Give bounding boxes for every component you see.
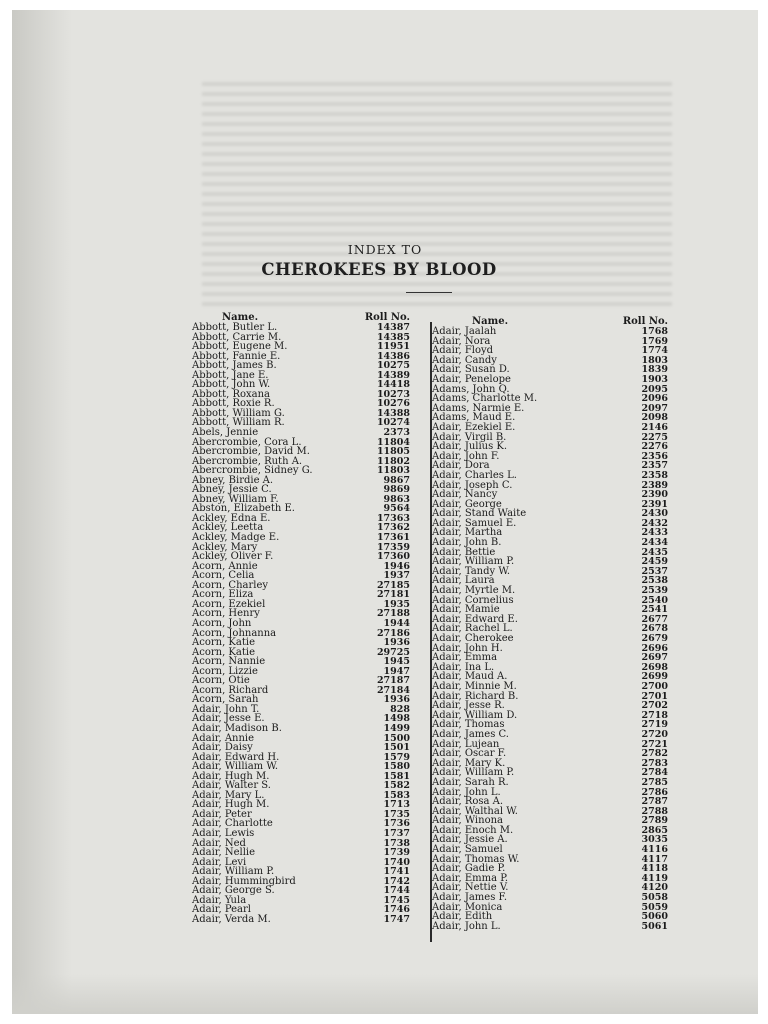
entry-name: Adair, Jesse E. bbox=[192, 713, 265, 725]
entry-roll-number: 2678 bbox=[641, 623, 668, 635]
entry-roll-number: 1713 bbox=[383, 799, 410, 811]
entry-roll-number: 2721 bbox=[641, 738, 668, 750]
right-column bbox=[432, 316, 668, 931]
entry-roll-number: 2784 bbox=[641, 767, 668, 779]
entry-name: Adair, Sarah R. bbox=[432, 776, 509, 788]
entry-roll-number: 1744 bbox=[383, 885, 410, 897]
entry-name: Adair, Annie bbox=[192, 732, 255, 744]
entry-name: Adair, Edith bbox=[432, 911, 493, 923]
entry-name: Adair, Oscar F. bbox=[432, 748, 507, 760]
entry-roll-number: 1740 bbox=[383, 856, 410, 868]
entry-roll-number: 1936 bbox=[383, 637, 410, 649]
entry-roll-number: 2699 bbox=[641, 671, 668, 683]
entry-name: Abbott, John W. bbox=[192, 379, 271, 391]
entry-name: Abbott, Jane E. bbox=[192, 369, 269, 381]
entry-name: Abney, Birdie A. bbox=[192, 474, 274, 486]
document-page bbox=[12, 10, 758, 1014]
entry-roll-number: 2697 bbox=[641, 652, 668, 664]
entry-roll-number: 2696 bbox=[641, 642, 668, 654]
entry-roll-number: 10275 bbox=[376, 360, 410, 372]
entry-roll-number: 1499 bbox=[383, 722, 410, 734]
entry-name: Adair, Emma P. bbox=[432, 872, 509, 884]
entry-name: Adair, Ned bbox=[192, 837, 246, 849]
entry-name: Adair, George bbox=[432, 498, 502, 510]
entry-roll-number: 14386 bbox=[376, 350, 410, 362]
entry-roll-number: 828 bbox=[390, 703, 410, 715]
entry-name: Ackley, Mary bbox=[192, 541, 258, 553]
entry-roll-number: 2719 bbox=[641, 719, 668, 731]
entry-name: Adair, Laura bbox=[432, 575, 495, 587]
entry-roll-number: 2459 bbox=[641, 556, 668, 568]
entry-roll-number: 2718 bbox=[641, 709, 668, 721]
entry-name: Ackley, Leetta bbox=[192, 522, 264, 534]
entry-roll-number: 4117 bbox=[641, 853, 668, 865]
entry-roll-number: 9564 bbox=[383, 503, 410, 515]
entry-roll-number: 2098 bbox=[641, 412, 668, 424]
entry-name: Adair, Samuel bbox=[432, 844, 503, 856]
entry-name: Adair, William P. bbox=[432, 556, 515, 568]
entry-name: Adair, John F. bbox=[432, 450, 500, 462]
entry-roll-number: 1944 bbox=[383, 617, 410, 629]
entry-name: Adair, Nellie bbox=[192, 847, 256, 859]
entry-name: Adair, Nettie V. bbox=[432, 882, 509, 894]
entry-name: Adair, Floyd bbox=[432, 345, 494, 357]
entry-roll-number: 29725 bbox=[376, 646, 410, 658]
entry-roll-number: 5060 bbox=[641, 911, 668, 923]
entry-roll-number: 2390 bbox=[641, 489, 668, 501]
entry-roll-number: 2789 bbox=[641, 815, 668, 827]
entry-roll-number: 4120 bbox=[641, 882, 668, 894]
entry-roll-number: 1737 bbox=[383, 827, 410, 839]
entry-name: Acorn, Charley bbox=[192, 579, 269, 591]
entry-roll-number: 2783 bbox=[641, 757, 668, 769]
entry-roll-number: 2537 bbox=[641, 565, 668, 577]
entry-roll-number: 2146 bbox=[641, 421, 668, 433]
entry-roll-number: 27184 bbox=[376, 684, 410, 696]
entry-name: Adair, Jesse R. bbox=[432, 700, 505, 712]
entry-roll-number: 2700 bbox=[641, 680, 668, 692]
entry-roll-number: 27185 bbox=[376, 579, 410, 591]
entry-name: Adair, Gadie P. bbox=[432, 863, 506, 875]
entry-name: Adair, John T. bbox=[192, 703, 260, 715]
entry-roll-number: 1937 bbox=[383, 570, 410, 582]
entry-roll-number: 1736 bbox=[383, 818, 410, 830]
entry-roll-number: 27186 bbox=[376, 627, 410, 639]
entry-roll-number: 2698 bbox=[641, 661, 668, 673]
entry-roll-number: 2785 bbox=[641, 776, 668, 788]
entry-name: Adair, Lewis bbox=[192, 827, 255, 839]
entry-name: Adair, John L. bbox=[432, 920, 501, 932]
entry-name: Adair, Enoch M. bbox=[432, 824, 514, 836]
entry-name: Adair, Hummingbird bbox=[192, 875, 296, 887]
entry-roll-number: 1936 bbox=[383, 694, 410, 706]
entry-name: Adair, Samuel E. bbox=[432, 517, 517, 529]
entry-name: Adair, Nora bbox=[432, 335, 491, 347]
entry-name: Abbott, Fannie E. bbox=[192, 350, 281, 362]
entry-roll-number: 2433 bbox=[641, 527, 668, 539]
entry-roll-number: 1742 bbox=[383, 875, 410, 887]
entry-name: Adair, Virgil B. bbox=[432, 431, 507, 443]
entry-name: Adair, Thomas bbox=[432, 719, 505, 731]
entry-roll-number: 1581 bbox=[383, 770, 410, 782]
entry-roll-number: 3035 bbox=[641, 834, 668, 846]
entry-roll-number: 1738 bbox=[383, 837, 410, 849]
entry-roll-number: 1947 bbox=[383, 665, 410, 677]
entry-name: Acorn, Otie bbox=[192, 675, 250, 687]
right-entries bbox=[432, 327, 668, 931]
entry-name: Adair, Ezekiel E. bbox=[432, 421, 516, 433]
entry-name: Adair, William W. bbox=[192, 761, 279, 773]
entry-name: Adair, Hugh M. bbox=[192, 799, 270, 811]
entry-name: Adair, Verda M. bbox=[192, 913, 271, 925]
entry-roll-number: 1903 bbox=[641, 373, 668, 385]
entry-name: Adair, Richard B. bbox=[432, 690, 519, 702]
entry-roll-number: 17361 bbox=[376, 532, 410, 544]
entry-roll-number: 1741 bbox=[383, 866, 410, 878]
entry-name: Acorn, Nannie bbox=[192, 656, 266, 668]
page-bottom-shadow bbox=[12, 974, 758, 1014]
entry-roll-number: 1946 bbox=[383, 560, 410, 572]
entry-name: Adair, William P. bbox=[432, 767, 515, 779]
entry-name: Adair, Stand Waite bbox=[432, 508, 527, 520]
page-edge-shadow bbox=[12, 10, 72, 1014]
entry-name: Adair, Jaalah bbox=[432, 326, 497, 337]
entry-name: Adair, Walter S. bbox=[192, 780, 271, 792]
entry-name: Adair, Nancy bbox=[432, 489, 498, 501]
entry-roll-number: 1774 bbox=[641, 345, 668, 357]
roll-header: Roll No. bbox=[364, 312, 410, 323]
roll-header: Roll No. bbox=[622, 316, 668, 327]
entry-roll-number: 4119 bbox=[641, 872, 668, 884]
entry-name: Abbott, Butler L. bbox=[192, 322, 278, 333]
entry-name: Acorn, Sarah bbox=[192, 694, 259, 706]
entry-roll-number: 2276 bbox=[641, 441, 668, 453]
entry-name: Adair, Susan D. bbox=[432, 364, 510, 376]
entry-name: Adair, Mary L. bbox=[192, 789, 265, 801]
entry-name: Abney, William F. bbox=[192, 493, 279, 505]
entry-name: Abercrombie, Cora L. bbox=[192, 436, 302, 448]
entry-name: Adair, Levi bbox=[192, 856, 247, 868]
entry-roll-number: 2679 bbox=[641, 633, 668, 644]
entry-roll-number: 2865 bbox=[641, 824, 668, 836]
entry-name: Adair, Rosa A. bbox=[432, 796, 504, 808]
entry-roll-number: 1839 bbox=[641, 364, 668, 376]
entry-name: Adams, Maud E. bbox=[432, 412, 516, 424]
entry-roll-number: 2357 bbox=[641, 460, 668, 472]
entry-name: Adair, Tandy W. bbox=[432, 565, 511, 577]
entry-name: Acorn, Katie bbox=[192, 637, 255, 649]
index-entry bbox=[192, 915, 410, 925]
entry-roll-number: 14388 bbox=[376, 407, 410, 419]
entry-roll-number: 1747 bbox=[383, 913, 410, 925]
entry-roll-number: 1501 bbox=[383, 742, 410, 754]
entry-roll-number: 14418 bbox=[376, 379, 410, 391]
entry-roll-number: 27188 bbox=[376, 608, 410, 620]
entry-name: Adair, Madison B. bbox=[192, 722, 282, 734]
entry-name: Acorn, Katie bbox=[192, 646, 255, 658]
entry-roll-number: 2787 bbox=[641, 796, 668, 808]
entry-name: Abercrombie, Ruth A. bbox=[192, 455, 303, 467]
entry-name: Adair, Thomas W. bbox=[432, 853, 520, 865]
entry-name: Acorn, Celia bbox=[192, 570, 255, 582]
entry-roll-number: 1935 bbox=[383, 598, 410, 610]
entry-roll-number: 27187 bbox=[376, 675, 410, 687]
entry-roll-number: 2677 bbox=[641, 613, 668, 625]
entry-name: Adair, Lujean bbox=[432, 738, 500, 750]
entry-roll-number: 2430 bbox=[641, 508, 668, 520]
entry-name: Adair, Hugh M. bbox=[192, 770, 270, 782]
entry-roll-number: 1500 bbox=[383, 732, 410, 744]
entry-roll-number: 2097 bbox=[641, 402, 668, 414]
entry-name: Adair, Walthal W. bbox=[432, 805, 518, 817]
entry-name: Adair, James F. bbox=[432, 892, 508, 904]
entry-roll-number: 14385 bbox=[376, 331, 410, 343]
entry-roll-number: 10274 bbox=[376, 417, 410, 429]
entry-name: Adair, Jessie A. bbox=[432, 834, 508, 846]
entry-roll-number: 2096 bbox=[641, 393, 668, 405]
entry-roll-number: 1735 bbox=[383, 808, 410, 820]
entry-name: Acorn, John bbox=[192, 617, 252, 629]
entry-name: Acorn, Johnanna bbox=[192, 627, 277, 639]
entry-name: Acorn, Ezekiel bbox=[192, 598, 266, 610]
entry-name: Acorn, Lizzie bbox=[192, 665, 258, 677]
entry-name: Acorn, Henry bbox=[192, 608, 260, 620]
entry-roll-number: 10273 bbox=[376, 388, 410, 400]
entry-name: Adair, Julius K. bbox=[432, 441, 508, 453]
entry-roll-number: 1583 bbox=[383, 789, 410, 801]
entry-roll-number: 2356 bbox=[641, 450, 668, 462]
entry-roll-number: 11951 bbox=[376, 341, 410, 353]
entry-roll-number: 1803 bbox=[641, 354, 668, 366]
entry-name: Adair, Penelope bbox=[432, 373, 511, 385]
entry-name: Adams, John Q. bbox=[432, 383, 510, 395]
entry-name: Abbott, Roxana bbox=[192, 388, 270, 400]
title-rule bbox=[406, 292, 452, 293]
entry-name: Abbott, James B. bbox=[192, 360, 277, 372]
entry-roll-number: 2702 bbox=[641, 700, 668, 712]
entry-name: Abbott, William G. bbox=[192, 407, 285, 419]
entry-name: Acorn, Richard bbox=[192, 684, 269, 696]
entry-roll-number: 1745 bbox=[383, 894, 410, 906]
entry-name: Adair, Myrtle M. bbox=[432, 585, 516, 597]
entry-name: Adair, Martha bbox=[432, 527, 503, 539]
entry-roll-number: 2782 bbox=[641, 748, 668, 760]
entry-roll-number: 2786 bbox=[641, 786, 668, 798]
entry-name: Abston, Elizabeth E. bbox=[192, 503, 295, 515]
name-header: Name. bbox=[222, 312, 259, 323]
entry-roll-number: 11804 bbox=[376, 436, 410, 448]
entry-roll-number: 2432 bbox=[641, 517, 668, 529]
entry-name: Abbott, Eugene M. bbox=[192, 341, 288, 353]
entry-roll-number: 1582 bbox=[383, 780, 410, 792]
entry-name: Adair, Edward E. bbox=[432, 613, 518, 625]
entry-name: Adair, Mary K. bbox=[432, 757, 506, 769]
entry-name: Adair, Pearl bbox=[192, 904, 251, 916]
entry-roll-number: 2435 bbox=[641, 546, 668, 558]
entry-name: Adair, William P. bbox=[192, 866, 275, 878]
entry-roll-number: 1739 bbox=[383, 847, 410, 859]
entry-roll-number: 5059 bbox=[641, 901, 668, 913]
entry-roll-number: 1498 bbox=[383, 713, 410, 725]
entry-name: Abbott, William R. bbox=[192, 417, 285, 429]
entry-name: Adair, Peter bbox=[192, 808, 252, 820]
entry-name: Ackley, Oliver F. bbox=[192, 551, 274, 563]
entry-name: Adair, Minnie M. bbox=[432, 680, 517, 692]
entry-name: Adair, Charles L. bbox=[432, 469, 517, 481]
entry-name: Adair, Bettie bbox=[432, 546, 496, 558]
entry-roll-number: 14389 bbox=[376, 369, 410, 381]
index-title: CHEROKEES BY BLOOD bbox=[261, 260, 497, 279]
entry-roll-number: 2541 bbox=[641, 604, 668, 616]
entry-roll-number: 2540 bbox=[641, 594, 668, 606]
entry-name: Abercrombie, David M. bbox=[192, 446, 310, 458]
entry-roll-number: 2434 bbox=[641, 537, 668, 549]
entry-name: Abels, Jennie bbox=[192, 427, 259, 439]
entry-roll-number: 5061 bbox=[641, 920, 668, 932]
entry-name: Adair, Cherokee bbox=[432, 633, 514, 644]
entry-roll-number: 1769 bbox=[641, 335, 668, 347]
entry-name: Adair, Monica bbox=[432, 901, 503, 913]
entry-roll-number: 1579 bbox=[383, 751, 410, 763]
entry-roll-number: 2701 bbox=[641, 690, 668, 702]
entry-name: Adair, Maud A. bbox=[432, 671, 508, 683]
entry-roll-number: 2538 bbox=[641, 575, 668, 587]
entry-name: Adair, Cornelius bbox=[432, 594, 514, 606]
entry-name: Adair, James C. bbox=[432, 728, 509, 740]
entry-roll-number: 11803 bbox=[376, 465, 410, 477]
entry-name: Abbott, Carrie M. bbox=[192, 331, 282, 343]
entry-roll-number: 27181 bbox=[376, 589, 410, 601]
entry-roll-number: 2095 bbox=[641, 383, 668, 395]
entry-name: Adair, John H. bbox=[432, 642, 503, 654]
entry-roll-number: 1945 bbox=[383, 656, 410, 668]
entry-name: Adair, William D. bbox=[432, 709, 518, 721]
entry-name: Acorn, Eliza bbox=[192, 589, 254, 601]
entry-name: Adair, Candy bbox=[432, 354, 497, 366]
entry-name: Adair, Edward H. bbox=[192, 751, 280, 763]
entry-roll-number: 5058 bbox=[641, 892, 668, 904]
entry-roll-number: 2788 bbox=[641, 805, 668, 817]
entry-name: Ackley, Edna E. bbox=[192, 512, 271, 524]
index-subtitle: INDEX TO bbox=[347, 242, 423, 257]
entry-name: Adair, Ina L. bbox=[432, 661, 495, 673]
entry-name: Adair, Yula bbox=[192, 894, 247, 906]
entry-roll-number: 4116 bbox=[641, 844, 668, 856]
entry-name: Adair, Charlotte bbox=[192, 818, 273, 830]
entry-name: Adair, Daisy bbox=[192, 742, 253, 754]
entry-name: Adair, Winona bbox=[432, 815, 503, 827]
entry-name: Adair, Emma bbox=[432, 652, 498, 664]
entry-roll-number: 2389 bbox=[641, 479, 668, 491]
entry-name: Adams, Charlotte M. bbox=[432, 393, 538, 405]
entry-roll-number: 2720 bbox=[641, 728, 668, 740]
entry-roll-number: 4118 bbox=[641, 863, 668, 875]
entry-roll-number: 11802 bbox=[376, 455, 410, 467]
entry-name: Adair, Joseph C. bbox=[432, 479, 513, 491]
entry-roll-number: 9863 bbox=[383, 493, 410, 505]
entry-roll-number: 1580 bbox=[383, 761, 410, 773]
entry-name: Ackley, Madge E. bbox=[192, 532, 280, 544]
entry-roll-number: 2373 bbox=[383, 427, 410, 439]
entry-name: Abbott, Roxie R. bbox=[192, 398, 275, 410]
entry-roll-number: 2275 bbox=[641, 431, 668, 443]
entry-roll-number: 1768 bbox=[641, 326, 668, 337]
entry-roll-number: 11805 bbox=[376, 446, 410, 458]
entry-name: Adair, Rachel L. bbox=[432, 623, 513, 635]
entry-name: Adair, Dora bbox=[432, 460, 490, 472]
entry-roll-number: 2391 bbox=[641, 498, 668, 510]
entry-roll-number: 9869 bbox=[383, 484, 410, 496]
entry-name: Adair, John B. bbox=[432, 537, 502, 549]
entry-roll-number: 9867 bbox=[383, 474, 410, 486]
entry-roll-number: 14387 bbox=[376, 322, 410, 333]
entry-roll-number: 17359 bbox=[376, 541, 410, 553]
entry-roll-number: 17360 bbox=[376, 551, 410, 563]
entry-roll-number: 2539 bbox=[641, 585, 668, 597]
left-column bbox=[192, 312, 410, 924]
entry-name: Adair, Mamie bbox=[432, 604, 500, 616]
entry-name: Adair, George S. bbox=[192, 885, 275, 897]
entry-name: Acorn, Annie bbox=[192, 560, 258, 572]
left-entries bbox=[192, 323, 410, 924]
entry-roll-number: 17363 bbox=[376, 512, 410, 524]
entry-name: Abercrombie, Sidney G. bbox=[192, 465, 313, 477]
entry-roll-number: 10276 bbox=[376, 398, 410, 410]
entry-name: Adams, Narmie E. bbox=[432, 402, 525, 414]
entry-name: Abney, Jessie C. bbox=[192, 484, 272, 496]
entry-roll-number: 17362 bbox=[376, 522, 410, 534]
entry-roll-number: 1746 bbox=[383, 904, 410, 916]
entry-roll-number: 2358 bbox=[641, 469, 668, 481]
entry-name: Adair, John L. bbox=[432, 786, 501, 798]
name-header: Name. bbox=[472, 316, 509, 327]
index-entry bbox=[432, 922, 668, 932]
